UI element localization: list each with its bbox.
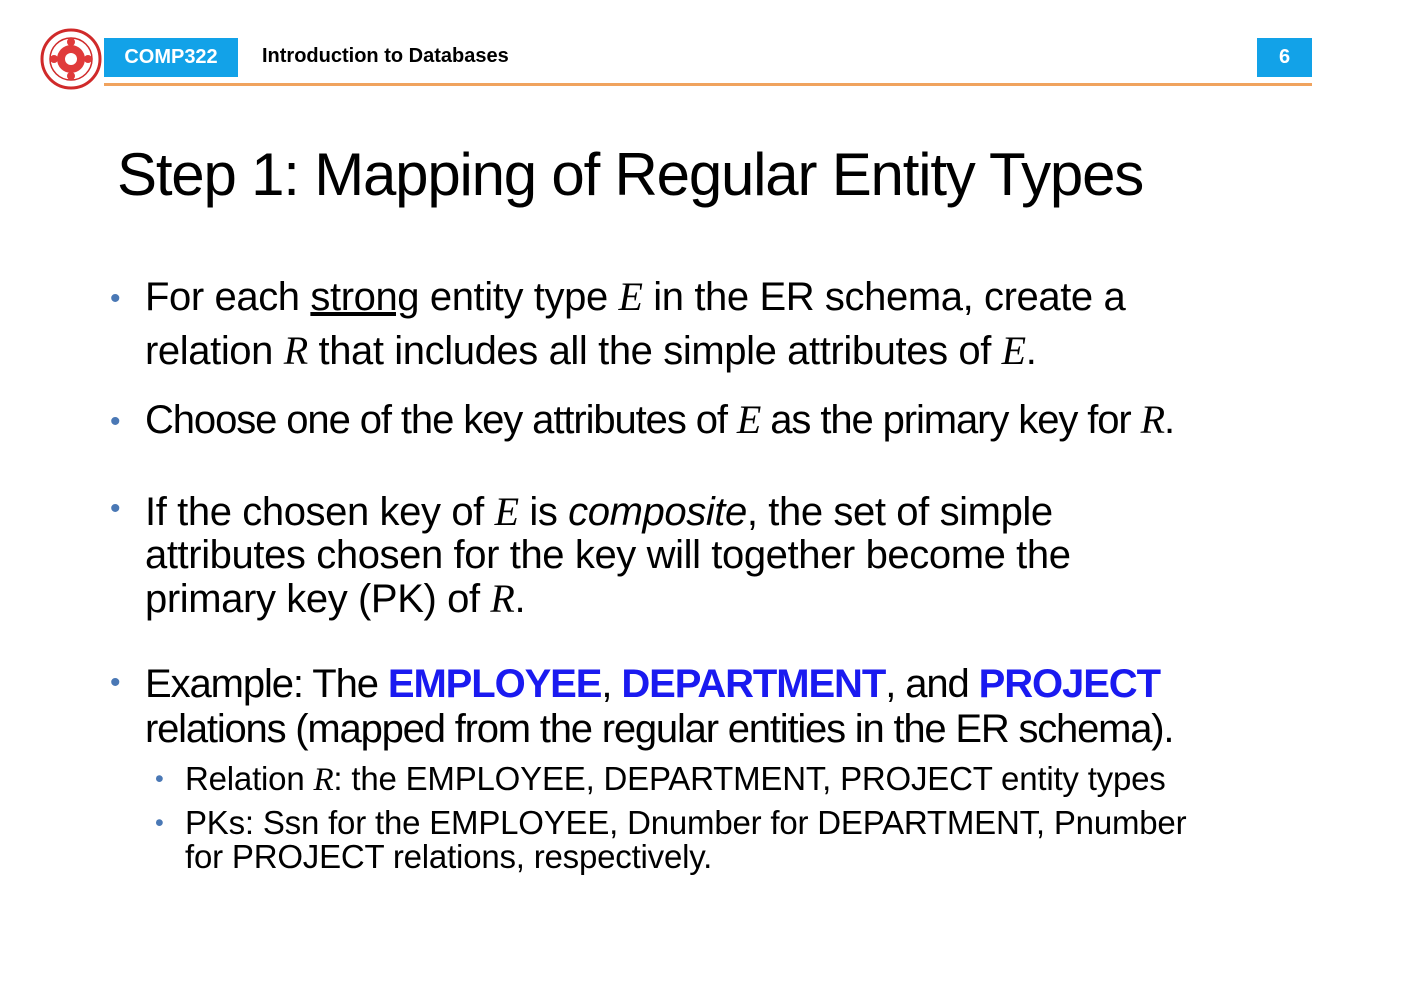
bullet-dot-icon: • [110,282,121,315]
sub-bullet-dot-icon: • [155,765,164,793]
bullet-dot-icon: • [110,666,121,699]
employee-highlight: EMPLOYEE [387,662,602,706]
bullet-dot-icon: • [110,492,121,525]
course-title: Introduction to Databases [262,45,509,67]
project-highlight: PROJECT [978,662,1160,706]
page-number-badge: 6 [1257,38,1312,77]
department-highlight: DEPARTMENT [621,662,886,706]
course-code-badge: COMP322 [104,38,238,77]
slide-title: Step 1: Mapping of Regular Entity Types [117,141,1144,208]
header-divider [104,83,1312,86]
bullet-dot-icon: • [110,405,121,438]
sub-bullet-dot-icon: • [155,809,164,837]
university-seal-logo [40,28,102,90]
